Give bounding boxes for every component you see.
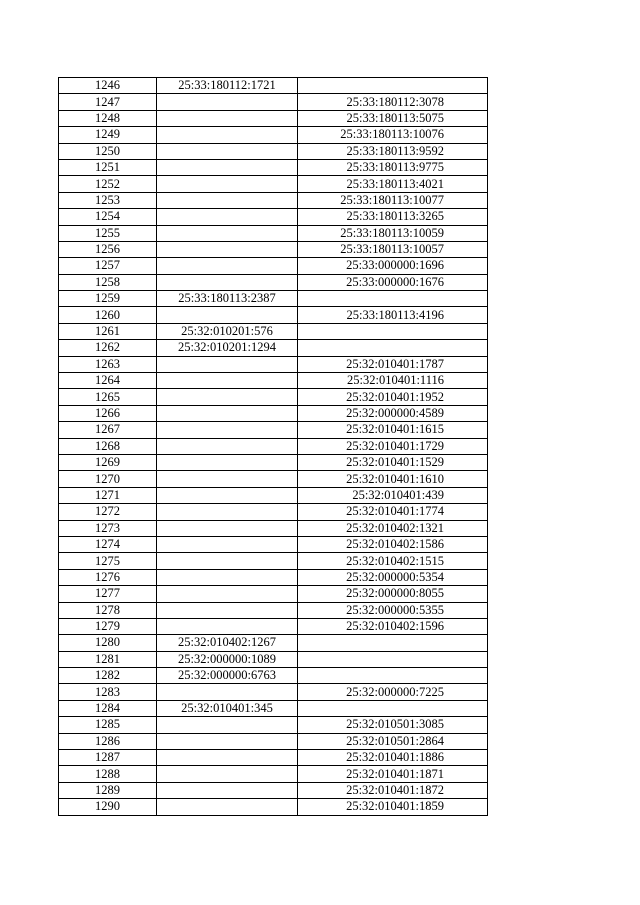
cadastral-number-cell	[157, 782, 298, 798]
table-row	[59, 454, 488, 470]
table-row	[59, 159, 488, 175]
row-number-cell: 1248	[59, 110, 157, 126]
table-row	[59, 635, 488, 651]
row-number-cell: 1254	[59, 209, 157, 225]
row-number-cell: 1286	[59, 733, 157, 749]
cadastral-number-cell: 25:32:010401:439	[298, 487, 488, 503]
table-row	[59, 373, 488, 389]
row-number-cell: 1255	[59, 225, 157, 241]
cadastral-number-cell	[157, 274, 298, 290]
cadastral-number-cell: 25:32:010401:1610	[298, 471, 488, 487]
row-number-cell: 1263	[59, 356, 157, 372]
row-number-cell: 1290	[59, 799, 157, 815]
cadastral-number-cell	[157, 733, 298, 749]
table-row	[59, 536, 488, 552]
table-row	[59, 323, 488, 339]
cadastral-number-cell: 25:33:180113:2387	[157, 291, 298, 307]
table-row	[59, 799, 488, 815]
cadastral-number-cell: 25:32:000000:5354	[298, 569, 488, 585]
cadastral-number-cell	[157, 438, 298, 454]
cadastral-number-cell: 25:33:000000:1676	[298, 274, 488, 290]
cadastral-number-cell	[157, 159, 298, 175]
document-page	[58, 77, 488, 816]
row-number-cell: 1279	[59, 618, 157, 634]
row-number-cell: 1284	[59, 700, 157, 716]
cadastral-number-cell	[157, 143, 298, 159]
cadastral-number-cell: 25:32:010401:1871	[298, 766, 488, 782]
table-row	[59, 553, 488, 569]
table-row	[59, 668, 488, 684]
table-row	[59, 291, 488, 307]
table-row	[59, 225, 488, 241]
row-number-cell: 1260	[59, 307, 157, 323]
cadastral-number-cell	[157, 192, 298, 208]
table-row	[59, 487, 488, 503]
table-row	[59, 94, 488, 110]
cadastral-number-cell	[157, 373, 298, 389]
cadastral-number-cell	[157, 618, 298, 634]
table-row	[59, 110, 488, 126]
row-number-cell: 1277	[59, 586, 157, 602]
table-row	[59, 127, 488, 143]
table-row	[59, 684, 488, 700]
row-number-cell: 1280	[59, 635, 157, 651]
row-number-cell: 1250	[59, 143, 157, 159]
cadastral-number-cell: 25:33:180112:1721	[157, 78, 298, 94]
table-row	[59, 569, 488, 585]
table-row	[59, 438, 488, 454]
cadastral-number-cell: 25:33:180113:10059	[298, 225, 488, 241]
cadastral-number-cell: 25:33:180113:4021	[298, 176, 488, 192]
row-number-cell: 1270	[59, 471, 157, 487]
cadastral-number-cell: 25:32:010401:1729	[298, 438, 488, 454]
row-number-cell: 1289	[59, 782, 157, 798]
row-number-cell: 1288	[59, 766, 157, 782]
row-number-cell: 1281	[59, 651, 157, 667]
row-number-cell: 1266	[59, 405, 157, 421]
row-number-cell: 1287	[59, 750, 157, 766]
table-row	[59, 209, 488, 225]
cadastral-number-cell	[298, 651, 488, 667]
cadastral-number-cell: 25:33:180113:3265	[298, 209, 488, 225]
cadastral-number-cell	[157, 799, 298, 815]
cadastral-number-cell: 25:32:010402:1515	[298, 553, 488, 569]
cadastral-number-cell	[298, 635, 488, 651]
cadastral-number-cell	[157, 766, 298, 782]
cadastral-number-cell: 25:32:010401:1774	[298, 504, 488, 520]
table-row	[59, 389, 488, 405]
cadastral-number-cell	[157, 569, 298, 585]
cadastral-number-cell	[157, 536, 298, 552]
cadastral-number-cell	[157, 225, 298, 241]
cadastral-number-cell: 25:32:000000:7225	[298, 684, 488, 700]
table-row	[59, 143, 488, 159]
table-row	[59, 274, 488, 290]
row-number-cell: 1256	[59, 241, 157, 257]
row-number-cell: 1259	[59, 291, 157, 307]
cadastral-number-cell: 25:33:180113:10057	[298, 241, 488, 257]
cadastral-number-cell	[298, 323, 488, 339]
row-number-cell: 1268	[59, 438, 157, 454]
table-row	[59, 471, 488, 487]
row-number-cell: 1276	[59, 569, 157, 585]
cadastral-number-cell	[157, 422, 298, 438]
row-number-cell: 1267	[59, 422, 157, 438]
row-number-cell: 1265	[59, 389, 157, 405]
row-number-cell: 1278	[59, 602, 157, 618]
cadastral-number-cell: 25:32:010401:1952	[298, 389, 488, 405]
table-row	[59, 340, 488, 356]
cadastral-number-cell	[298, 291, 488, 307]
row-number-cell: 1246	[59, 78, 157, 94]
row-number-cell: 1252	[59, 176, 157, 192]
cadastral-number-cell	[157, 717, 298, 733]
cadastral-number-cell	[157, 110, 298, 126]
cadastral-number-cell	[157, 94, 298, 110]
cadastral-number-cell	[157, 258, 298, 274]
cadastral-number-cell	[157, 127, 298, 143]
table-row	[59, 750, 488, 766]
cadastral-number-cell	[298, 78, 488, 94]
cadastral-number-cell: 25:32:010501:2864	[298, 733, 488, 749]
cadastral-number-cell	[157, 454, 298, 470]
cadastral-number-cell: 25:32:010401:345	[157, 700, 298, 716]
row-number-cell: 1285	[59, 717, 157, 733]
table-row	[59, 618, 488, 634]
cadastral-number-cell	[157, 405, 298, 421]
row-number-cell: 1253	[59, 192, 157, 208]
cadastral-number-cell	[157, 209, 298, 225]
table-row	[59, 307, 488, 323]
table-row	[59, 504, 488, 520]
cadastral-number-cell: 25:33:180113:5075	[298, 110, 488, 126]
cadastral-number-cell: 25:32:000000:1089	[157, 651, 298, 667]
row-number-cell: 1272	[59, 504, 157, 520]
cadastral-number-cell: 25:32:000000:5355	[298, 602, 488, 618]
cadastral-number-cell	[157, 307, 298, 323]
cadastral-number-cell: 25:32:010401:1615	[298, 422, 488, 438]
cadastral-number-cell: 25:32:010201:1294	[157, 340, 298, 356]
table-row	[59, 586, 488, 602]
table-row	[59, 602, 488, 618]
cadastral-number-cell	[157, 471, 298, 487]
table-row	[59, 733, 488, 749]
row-number-cell: 1274	[59, 536, 157, 552]
cadastral-number-cell: 25:33:180113:4196	[298, 307, 488, 323]
row-number-cell: 1247	[59, 94, 157, 110]
cadastral-number-cell: 25:33:180113:9592	[298, 143, 488, 159]
cadastral-number-cell: 25:32:010501:3085	[298, 717, 488, 733]
cadastral-number-cell: 25:32:010401:1886	[298, 750, 488, 766]
cadastral-number-cell: 25:33:180113:10076	[298, 127, 488, 143]
table-row	[59, 241, 488, 257]
table-row	[59, 176, 488, 192]
cadastral-number-cell	[157, 602, 298, 618]
row-number-cell: 1271	[59, 487, 157, 503]
cadastral-number-cell: 25:32:010402:1596	[298, 618, 488, 634]
table-row	[59, 782, 488, 798]
row-number-cell: 1262	[59, 340, 157, 356]
cadastral-number-cell	[298, 700, 488, 716]
cadastral-number-cell: 25:32:010402:1586	[298, 536, 488, 552]
cadastral-number-cell: 25:32:000000:8055	[298, 586, 488, 602]
cadastral-number-cell: 25:32:000000:6763	[157, 668, 298, 684]
cadastral-number-cell: 25:33:180113:9775	[298, 159, 488, 175]
row-number-cell: 1282	[59, 668, 157, 684]
cadastral-number-cell	[157, 684, 298, 700]
table-row	[59, 700, 488, 716]
row-number-cell: 1264	[59, 373, 157, 389]
cadastral-number-cell	[157, 389, 298, 405]
cadastral-number-cell: 25:33:180113:10077	[298, 192, 488, 208]
cadastral-number-cell	[157, 241, 298, 257]
cadastral-number-cell	[298, 668, 488, 684]
cadastral-number-table	[58, 77, 488, 816]
row-number-cell: 1257	[59, 258, 157, 274]
cadastral-number-cell	[298, 340, 488, 356]
row-number-cell: 1258	[59, 274, 157, 290]
table-row	[59, 422, 488, 438]
cadastral-number-cell: 25:32:010401:1872	[298, 782, 488, 798]
cadastral-number-cell: 25:32:010401:1529	[298, 454, 488, 470]
row-number-cell: 1273	[59, 520, 157, 536]
cadastral-number-cell	[157, 520, 298, 536]
cadastral-number-cell: 25:32:010402:1267	[157, 635, 298, 651]
table-row	[59, 78, 488, 94]
table-row	[59, 192, 488, 208]
cadastral-number-cell: 25:32:010401:1116	[298, 373, 488, 389]
cadastral-number-cell: 25:32:010401:1859	[298, 799, 488, 815]
table-row	[59, 651, 488, 667]
row-number-cell: 1269	[59, 454, 157, 470]
table-row	[59, 766, 488, 782]
cadastral-number-cell	[157, 504, 298, 520]
cadastral-number-cell	[157, 750, 298, 766]
cadastral-number-cell	[157, 176, 298, 192]
table-row	[59, 717, 488, 733]
cadastral-number-cell	[157, 356, 298, 372]
cadastral-number-cell: 25:32:010401:1787	[298, 356, 488, 372]
row-number-cell: 1275	[59, 553, 157, 569]
table-row	[59, 520, 488, 536]
row-number-cell: 1261	[59, 323, 157, 339]
cadastral-number-cell	[157, 553, 298, 569]
cadastral-number-cell	[157, 586, 298, 602]
table-body	[59, 78, 488, 816]
cadastral-number-cell: 25:32:000000:4589	[298, 405, 488, 421]
cadastral-number-cell	[157, 487, 298, 503]
table-row	[59, 356, 488, 372]
cadastral-number-cell: 25:32:010402:1321	[298, 520, 488, 536]
row-number-cell: 1249	[59, 127, 157, 143]
cadastral-number-cell: 25:33:180112:3078	[298, 94, 488, 110]
cadastral-number-cell: 25:32:010201:576	[157, 323, 298, 339]
table-row	[59, 405, 488, 421]
cadastral-number-cell: 25:33:000000:1696	[298, 258, 488, 274]
row-number-cell: 1251	[59, 159, 157, 175]
row-number-cell: 1283	[59, 684, 157, 700]
table-row	[59, 258, 488, 274]
